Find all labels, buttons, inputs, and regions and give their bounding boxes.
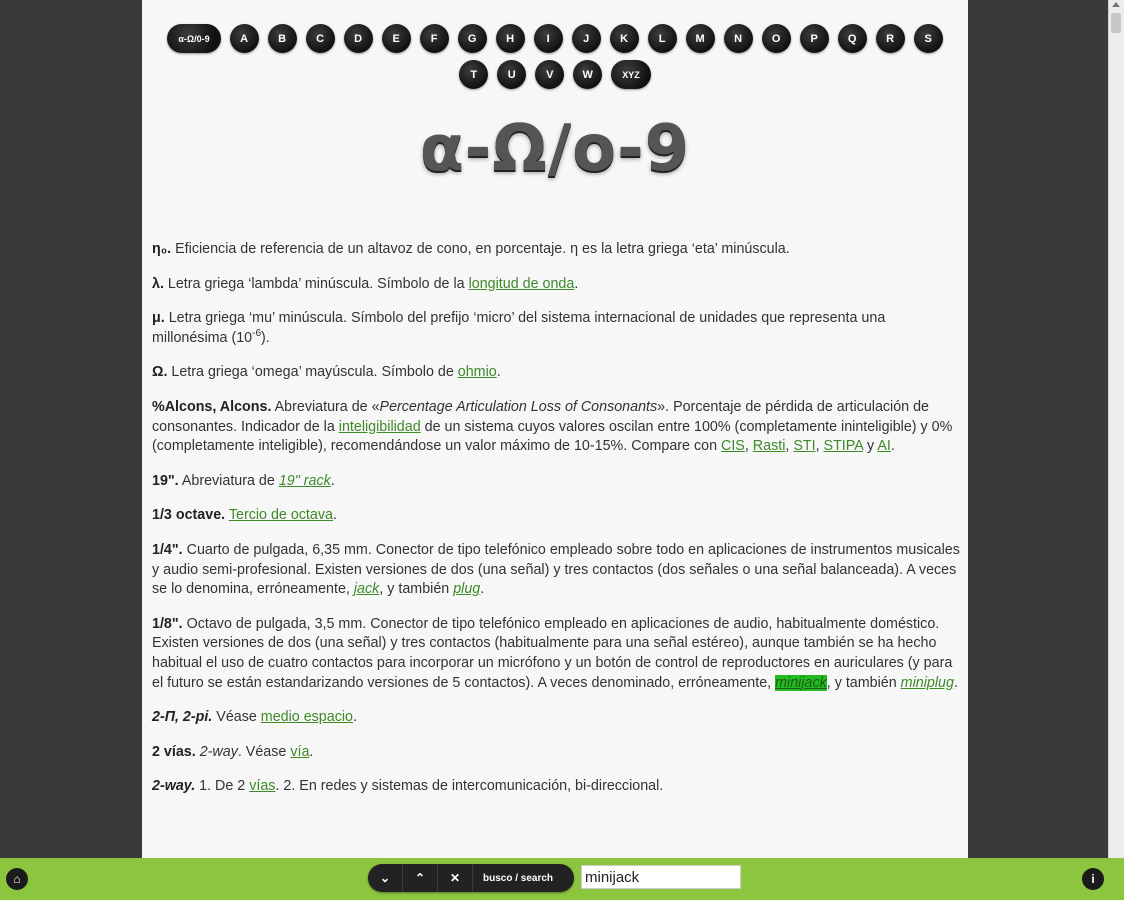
next-result-button[interactable] [368, 864, 403, 892]
link-inteligibilidad[interactable]: inteligibilidad [338, 418, 421, 435]
letter-button-f[interactable]: F [420, 24, 449, 53]
entry-term: 2 vías. [152, 743, 196, 760]
entry-text: ). [261, 329, 270, 346]
letter-button-t[interactable]: T [459, 60, 488, 89]
link-tercio-de-octava[interactable]: Tercio de octava [228, 507, 333, 524]
letter-button-k[interactable]: K [610, 24, 639, 53]
alphabet-row-1 [142, 24, 968, 53]
link-stipa[interactable]: STIPA [823, 438, 863, 455]
entry-text: . [330, 472, 335, 489]
entry-text: y [863, 438, 878, 455]
scrollbar-thumb[interactable] [1111, 13, 1121, 33]
entry-text: Véase [212, 709, 261, 726]
link-text: jack [353, 581, 380, 598]
glossary-entry-2-way [152, 777, 960, 797]
chevron-up-icon: ⌃ [414, 871, 426, 885]
letter-button-s[interactable]: S [914, 24, 943, 53]
link-19-rack[interactable] [279, 473, 331, 489]
entry-term [152, 778, 195, 794]
search-button[interactable]: busco / search [483, 872, 554, 884]
glossary-entry-2-pi [152, 708, 960, 728]
letter-button-d[interactable]: D [344, 24, 373, 53]
letter-button-o[interactable]: O [762, 24, 791, 53]
close-icon: ✕ [449, 871, 461, 885]
letter-button-h[interactable]: H [496, 24, 525, 53]
entry-term: 1/3 octave. [152, 507, 226, 524]
link-miniplug[interactable] [901, 675, 954, 691]
glossary-entries [152, 240, 960, 812]
clear-search-button[interactable] [438, 864, 473, 892]
entry-text: . [953, 674, 958, 691]
entry-term: 1/8". [152, 615, 183, 632]
letter-button-w[interactable]: W [573, 60, 602, 89]
letter-button-l[interactable]: L [648, 24, 677, 53]
glossary-entry-alcons [152, 398, 960, 457]
entry-text: . [309, 743, 314, 760]
entry-text: ». Porcentaje de pérdida de articulación de consonantes. Indicador de la [152, 398, 929, 435]
entry-term: η₀. [152, 241, 172, 257]
entry-text: , [785, 438, 794, 455]
entry-text: , [744, 438, 753, 455]
link-plug[interactable] [453, 581, 480, 597]
entry-text: . [890, 438, 895, 455]
link-jack[interactable] [354, 581, 379, 597]
letter-button-r[interactable]: R [876, 24, 905, 53]
entry-text: , y también [379, 581, 454, 598]
glossary-entry-third-octave [152, 506, 960, 526]
entry-term: 1/4". [152, 541, 183, 558]
link-longitud-de-onda[interactable]: longitud de onda [468, 275, 575, 292]
entry-term: λ. [152, 275, 164, 292]
entry-emphasis: Percentage Articulation Loss of Consonants [379, 398, 658, 415]
entry-text: Abreviatura de [178, 472, 279, 489]
previous-result-button[interactable] [403, 864, 438, 892]
glossary-entry-quarter-inch [152, 541, 960, 600]
entry-term-text: 2-way. [152, 778, 196, 795]
entry-text: , [815, 438, 824, 455]
entry-text: Letra griega ‘mu’ minúscula. Símbolo del prefijo ‘micro’ del sistema internacional de unidades que representa una millonésima (10 [152, 310, 886, 346]
letter-button-e[interactable]: E [382, 24, 411, 53]
entry-term-text: 2-Π, 2-pi. [152, 709, 213, 726]
letter-button-g[interactable]: G [458, 24, 487, 53]
home-button[interactable] [6, 868, 28, 890]
entry-text: . [574, 275, 579, 292]
entry-term: Ω. [152, 364, 168, 381]
entry-text: . [480, 581, 485, 598]
link-text: minijack [775, 674, 827, 691]
entry-text: . Véase [237, 743, 291, 760]
link-vias[interactable]: vías [249, 778, 276, 795]
link-text: 19" rack [278, 472, 331, 489]
entry-term: 19". [152, 472, 179, 489]
letter-button-i[interactable]: I [534, 24, 563, 53]
entry-emphasis: 2-way [199, 743, 238, 760]
info-button[interactable] [1082, 868, 1104, 890]
entry-term [152, 709, 212, 725]
entry-text: Letra griega ‘omega’ mayúscula. Símbolo de [167, 364, 458, 381]
glossary-entry-lambda [152, 275, 960, 295]
entry-text: Letra griega ‘lambda’ minúscula. Símbolo de la [163, 275, 469, 292]
link-sti[interactable]: STI [793, 438, 816, 455]
entry-term: %Alcons, Alcons. [152, 398, 272, 415]
entry-text: Cuarto de pulgada, 6,35 mm. Conector de tipo telefónico empleado sobre todo en aplicaciones de instrumentos musicales y audio semi-profesional. Existen versiones de dos (una señal) y tres contactos (dos señales o una señal balanceada). A veces se lo denomina, erróneamente, [152, 541, 960, 598]
link-rasti[interactable]: Rasti [752, 438, 786, 455]
vertical-scrollbar[interactable] [1108, 0, 1124, 858]
link-medio-espacio[interactable]: medio espacio [260, 709, 353, 726]
link-minijack-highlighted[interactable] [775, 675, 827, 691]
letter-button-m[interactable]: M [686, 24, 715, 53]
letter-button-c[interactable]: C [306, 24, 335, 53]
entry-term: μ. [152, 310, 165, 327]
glossary-entry-omega [152, 363, 960, 383]
glossary-entry-eighth-inch [152, 615, 960, 693]
link-ai[interactable]: AI [877, 438, 891, 455]
letter-button-q[interactable]: Q [838, 24, 867, 53]
entry-text: . [496, 364, 501, 381]
link-ohmio[interactable]: ohmio [457, 364, 497, 381]
alphabet-row-2 [142, 60, 968, 89]
glossary-entry-19-inch [152, 472, 960, 492]
home-icon: ⌂ [13, 872, 21, 886]
entry-text: Eficiencia de referencia de un altavoz de cono, en porcentaje. η es la letra griega ‘eta’ minúscula. [171, 241, 790, 257]
search-input[interactable] [581, 865, 741, 889]
glossary-entry-eta [152, 240, 960, 260]
letter-button-p[interactable]: P [800, 24, 829, 53]
info-icon: i [1091, 872, 1095, 886]
letter-button-j[interactable]: J [572, 24, 601, 53]
letter-button-n[interactable]: N [724, 24, 753, 53]
glossary-page [142, 0, 968, 858]
letter-button-u[interactable]: U [497, 60, 526, 89]
entry-text: de un sistema cuyos valores oscilan entre 100% (completamente ininteligible) y 0% (completamente inteligible), recomendándose un valor máximo de 10-15%. Compare con [152, 418, 953, 455]
search-controls [368, 864, 574, 892]
entry-text: Octavo de pulgada, 3,5 mm. Conector de tipo telefónico empleado en aplicaciones de audio, habitualmente doméstico. Existen versiones de dos (una señal) y tres contactos (habitualmente para una señal estéreo), aunque también se ha hecho habitual el uso de cuatro contactos para incorporar un micrófono y un botón de control de reproductores en auriculares (y para el futuro se están estandarizando versiones de 5 contactos). A veces denominado, erróneamente, [152, 615, 953, 691]
link-via[interactable]: vía [290, 743, 310, 760]
scroll-up-arrow-icon[interactable] [1112, 2, 1120, 7]
letter-button-a[interactable]: A [230, 24, 259, 53]
entry-text: . [332, 507, 337, 524]
chevron-down-icon: ⌄ [379, 871, 391, 885]
entry-text: . 2. En redes y sistemas de intercomunicación, bi-direccional. [275, 778, 664, 795]
glossary-entry-2-vias [152, 743, 960, 763]
alphabet-nav [142, 24, 968, 96]
link-text: miniplug [900, 674, 954, 691]
entry-text: , y también [826, 674, 901, 691]
entry-text: Abreviatura de « [271, 398, 380, 415]
entry-text: . [353, 709, 357, 726]
letter-button-greek-digits[interactable]: α-Ω/0-9 [167, 24, 220, 53]
link-text: plug [453, 581, 481, 598]
letter-button-b[interactable]: B [268, 24, 297, 53]
letter-button-v[interactable]: V [535, 60, 564, 89]
exponent: -6 [252, 328, 262, 340]
letter-button-xyz[interactable]: XYZ [611, 60, 651, 89]
glossary-entry-mu [152, 309, 960, 348]
link-cis[interactable]: CIS [721, 438, 745, 455]
entry-text: 1. De 2 [195, 778, 250, 795]
page-title: α-Ω/o-9 [419, 112, 691, 186]
